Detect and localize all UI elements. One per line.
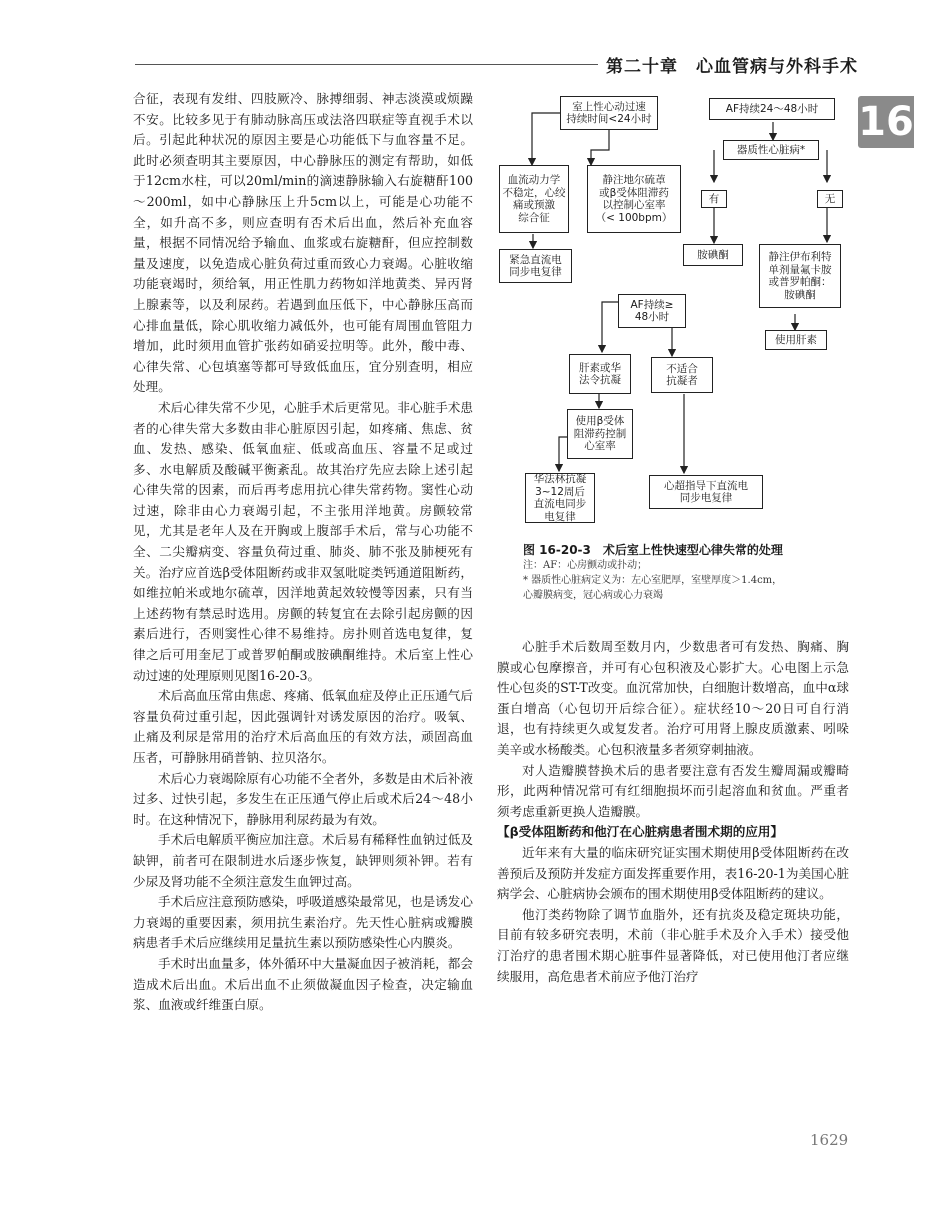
node-yes: 有 [701, 190, 727, 208]
node-heparin: 使用肝素 [765, 330, 827, 350]
chapter-header: 第二十章 心血管病与外科手术 [606, 57, 858, 77]
node-af-24-48h: AF持续24～48小时 [709, 98, 835, 120]
figure-caption [523, 541, 863, 603]
node-amiodarone: 胺碘酮 [683, 244, 743, 266]
caption-title: 图 16-20-3 术后室上性快速型心律失常的处理 [523, 543, 783, 557]
caption-note: 注：AF：心房颤动或扑动； [523, 560, 648, 571]
node-no: 无 [817, 190, 843, 208]
header-rule [135, 64, 598, 65]
left-column [133, 89, 473, 1016]
node-organic-heart-disease: 器质性心脏病* [723, 140, 819, 160]
node-svt-under-24h: 室上性心动过速 持续时间<24小时 [560, 96, 658, 130]
paragraph: 手术时出血量多，体外循环中大量凝血因子被消耗，都会造成术后出血。术后出血不止须做凝血因子检查，决定输血浆、血液或纤维蛋白原。 [133, 955, 473, 1013]
paragraph: 心脏手术后数周至数月内，少数患者可有发热、胸痛、胸膜或心包摩擦音，并可有心包积液及心影扩大。心电图上示急性心包炎的ST-T改变。血沉常加快，白细胞计数增高，血中α球蛋白增高（心包切开后综合征）。症状经10～20日可自行消退，也有持续更久或复发者。治疗可用肾上腺皮质激素、吲哚美辛或水杨酸类。心包积液量多者须穿刺抽液。 [497, 639, 849, 757]
page-number: 1629 [810, 1131, 849, 1149]
node-emergency-dc: 紧急直流电 同步电复律 [499, 249, 572, 283]
flowchart-figure [497, 92, 877, 524]
paragraph: 手术后应注意预防感染，呼吸道感染最常见，也是诱发心力衰竭的重要因素，须用抗生素治疗。先天性心脏病或瓣膜病患者手术后应继续用足量抗生素以预防感染性心内膜炎。 [133, 894, 473, 951]
chapter-tab: 16 [858, 96, 914, 148]
node-iv-ibutilide: 静注伊布利特 单剂量氟卡胺 或普罗帕酮： 胺碘酮 [759, 244, 841, 308]
section-heading: 【β受体阻断药和他汀在心脏病患者围术期的应用】 [497, 824, 784, 840]
node-heparin-warfarin: 肝素或华 法令抗凝 [569, 354, 631, 394]
node-iv-diltiazem: 静注地尔硫䓬 或β受体阻滞药 以控制心室率 （< 100bpm） [587, 165, 681, 233]
paragraph: 手术后电解质平衡应加注意。术后易有稀释性血钠过低及缺钾，前者可在限制进水后逐步恢复，缺钾则须补钾。若有少尿及肾功能不全须注意发生血钾过高。 [133, 832, 473, 889]
paragraph: 他汀类药物除了调节血脂外，还有抗炎及稳定斑块功能，目前有较多研究表明，术前（非心脏手术及介入手术）接受他汀治疗的患者围术期心脏事件显著降低，对已使用他汀者应继续服用，高危患者术前应予他汀治疗 [497, 906, 849, 984]
paragraph: 术后心律失常不少见，心脏手术后更常见。非心脏手术患者的心律失常大多数由非心脏原因引起，如疼痛、焦虑、贫血、发热、感染、低氧血症、低或高血压、容量不足或过多、水电解质及酸碱平衡紊乱。故其治疗先应去除上述引起心律失常的因素，而后再考虑用抗心律失常药物。窦性心动过速，除非由心力衰竭引起，不主张用洋地黄。房颤较常见，尤其是老年人及在开胸或上腹部手术后，常与心功能不全、二尖瓣病变、容量负荷过重、肺炎、肺不张及肺梗死有关。治疗应首选β受体阻断药或非双氢吡啶类钙通道阻断药，如维拉帕米或地尔硫䓬，因洋地黄起效较慢等因素，只有当上述药物有禁忌时选用。房颤的转复宜在去除引起房颤的因素后进行，否则窦性心律不易维持。房扑则首选电复律，复律之后可用奎尼丁或普罗帕酮或胺碘酮维持。术后室上性心动过速的处理原则见图16-20-3。 [133, 399, 473, 683]
node-beta-blocker: 使用β受体 阻滞药控制 心室率 [567, 409, 633, 459]
right-column [497, 637, 849, 987]
node-af-over-48h: AF持续≥ 48小时 [618, 294, 686, 328]
node-not-anticoag: 不适合 抗凝者 [651, 357, 713, 393]
caption-note: 心瓣膜病变，冠心病或心力衰竭 [523, 590, 663, 601]
node-echo-guided-dc: 心超指导下直流电 同步电复律 [649, 475, 763, 509]
flowchart-connectors [497, 92, 877, 524]
node-hemodynamic-unstable: 血流动力学 不稳定，心绞 痛或预激 综合征 [499, 165, 569, 233]
paragraph: 近年来有大量的临床研究证实围术期使用β受体阻断药在改善预后及预防并发症方面发挥重要作用，表16-20-1为美国心脏病学会、心脏病协会颁布的围术期使用β受体阻断药的建议。 [497, 844, 849, 902]
paragraph: 合征，表现有发绀、四肢厥冷、脉搏细弱、神志淡漠或烦躁不安。比较多见于有肺动脉高压或法洛四联症等直视手术以后。引起此种状况的原因主要是心功能低下与血容量不足。此时必须查明其主要原因，中心静脉压的测定有帮助，如低于12cm水柱，可以20ml/min的滴速静脉输入右旋糖酐100～200ml，如中心静脉压上升5cm以上，可能是心功能不全，如升高不多，则应查明有否术后出血，然后补充血容量，根据不同情况给予输血、血浆或右旋糖酐，但应控制数量及速度，以免造成心脏负荷过重而致心力衰竭。心脏收缩功能衰竭时，须给氧，用正性肌力药物如洋地黄类、异丙肾上腺素等，以及利尿药。若遇到血压低下，中心静脉压高而心排血量低，除心肌收缩力减低外，也可能有周围血管阻力增加，此时须用血管扩张药如硝妥拉明等。此外，酸中毒、心律失常、心包填塞等都可导致低血压，宜分别查明，相应处理。 [133, 91, 473, 395]
paragraph: 对人造瓣膜替换术后的患者要注意有否发生瓣周漏或瓣畸形，此两种情况常可有红细胞损坏而引起溶血和贫血。严重者须考虑重新更换人造瓣膜。 [497, 762, 849, 819]
paragraph: 术后心力衰竭除原有心功能不全者外，多数是由术后补液过多、过快引起，多发生在正压通气停止后或术后24～48小时。在这种情况下，静脉用利尿药最为有效。 [133, 770, 473, 827]
caption-note: * 器质性心脏病定义为：左心室肥厚，室壁厚度＞1.4cm， [523, 575, 783, 586]
paragraph: 术后高血压常由焦虑、疼痛、低氧血症及停止正压通气后容量负荷过重引起，因此强调针对诱发原因的治疗。吸氧、止痛及利尿是常用的治疗术后高血压的有效方法，顽固高血压者，可静脉用硝普钠、拉贝洛尔。 [133, 688, 473, 765]
node-warfarin-dc: 华法林抗凝 3~12周后 直流电同步 电复律 [525, 473, 595, 523]
